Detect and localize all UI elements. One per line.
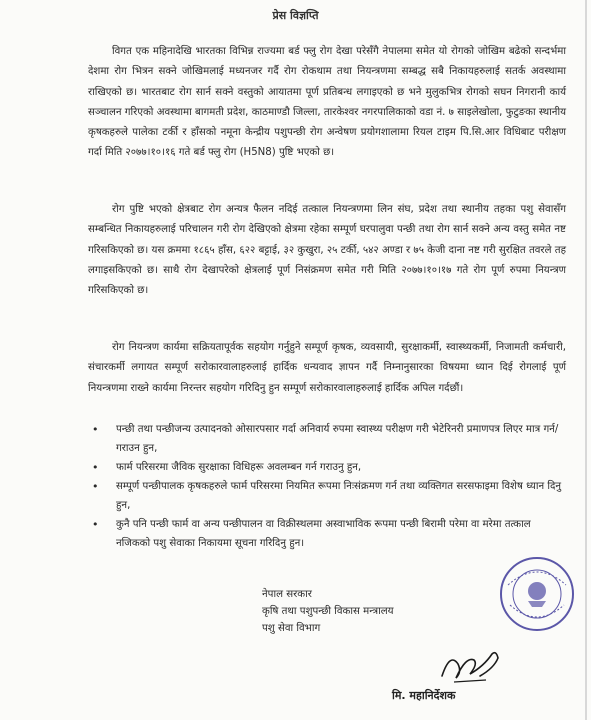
- bullet-icon: •: [92, 518, 99, 531]
- signature-government: नेपाल सरकार: [262, 589, 312, 600]
- list-item: [88, 420, 566, 458]
- bullet-icon: •: [92, 480, 99, 493]
- page-edge-divider: [585, 0, 587, 720]
- list-item: [88, 458, 566, 477]
- bullet-icon: •: [92, 423, 99, 436]
- paragraph-1: विगत एक महिनादेखि भारतका विभिन्न राज्यमा बर्ड फ्लु रोग देखा परेसँगै नेपालमा समेत यो रोगको जोखिम बढेको सन्दर्भमा देशमा रोग भित्रन सक्ने जोखिमलाई मध्यनजर गर्दै रोग रोकथाम तथा नियन्त्रणमा सम्बद्ध सबै निकायहरुलाई सतर्क अवस्थामा राखिएको छ। भारतबाट रोग सार्न सक्ने वस्तुको आयातमा पूर्ण प्रतिबन्ध लगाइएको छ भने मुलुकभित्र रोगको सघन निगरानी कार्य सञ्चालन गरिएको अवस्थामा बागमती प्रदेश, काठमाण्डौ जिल्ला, तारकेश्वर नगरपालिकाको वडा नं. ७ साइलेखोला, फुटुङका स्थानीय कृषकहरुले पालेका टर्की र हाँसको नमूना केन्द्रीय पशुपन्छी रोग अन्वेषण प्रयोगशालामा रियल टाइम पि.सि.आर विधिबाट परीक्षण गर्दा मिति २०७७।१०।१६ गते बर्ड फ्लु रोग (H5N8) पुष्टि भएको छ।: [88, 46, 566, 159]
- signature-department: पशु सेवा विभाग: [262, 623, 321, 634]
- handwritten-signature-icon: [436, 646, 506, 686]
- list-item-text: सम्पूर्ण पन्छीपालक कृषकहरुले फार्म परिसरमा नियमित रूपमा निःसंक्रमण गर्न तथा व्यक्तिगत सरसफाइमा विशेष ध्यान दिनु हुन,: [116, 481, 562, 511]
- list-item: [88, 515, 566, 553]
- official-stamp-icon: [498, 555, 576, 633]
- bullet-icon: •: [92, 461, 99, 474]
- list-item-text: कुनै पनि पन्छी फार्म वा अन्य पन्छीपालन वा विक्रीस्थलमा अस्वाभाविक रूपमा पन्छी बिरामी परेमा वा मरेमा तत्काल नजिकको पशु सेवाका निकायमा सूचना गरिदिनु हुन।: [116, 519, 531, 549]
- signature-ministry: कृषि तथा पशुपन्छी विकास मन्त्रालय: [262, 606, 394, 617]
- signature-block: [262, 586, 462, 637]
- signatory-designation: मि. महानिर्देशक: [392, 689, 456, 702]
- appeal-list: [88, 420, 566, 553]
- paragraph-2: रोग पुष्टि भएको क्षेत्रबाट रोग अन्यत्र फैलन नदिई तत्काल नियन्त्रणमा लिन संघ, प्रदेश तथा स्थानीय तहका पशु सेवासँग सम्बन्धित निकायहरुलाई परिचालन गरी रोग देखिएको क्षेत्रमा रहेका सम्पूर्ण घरपालुवा पन्छी तथा रोग सार्न सक्ने अन्य वस्तु समेत नष्ट गरिसकिएको छ। यस क्रममा १८६५ हाँस, ६२२ बट्टाई, ३२ कुखुरा, २५ टर्की, ५४२ अण्डा र ७५ केजी दाना नष्ट गरी सुरक्षित तवरले तह लगाइसकिएको छ। साथै रोग देखापरेको क्षेत्रलाई पूर्ण निसंक्रमण समेत गरी मिति २०७७।१०।१७ गते रोग पूर्ण रुपमा नियन्त्रण गरिसकिएको छ।: [88, 204, 566, 297]
- list-item: [88, 477, 566, 515]
- paragraph-3: रोग नियन्त्रण कार्यमा सक्रियतापूर्वक सहयोग गर्नुहुने सम्पूर्ण कृषक, व्यवसायी, सुरक्षाकर्मी, स्वास्थ्यकर्मी, निजामती कर्मचारी, संचारकर्मी लगायत सम्पूर्ण सरोकारवालाहरुलाई हार्दिक धन्यवाद ज्ञापन गर्दै निम्नानुसारका विषयमा ध्यान दिई रोगलाई पूर्ण नियन्त्रणमा राख्ने कार्यमा निरन्तर सहयोग गरिदिनु हुन सम्पूर्ण सरोकारवालाहरुलाई हार्दिक अपिल गर्दछौं।: [88, 342, 566, 394]
- list-item-text: पन्छी तथा पन्छीजन्य उत्पादनको ओसारपसार गर्दा अनिवार्य रुपमा स्वास्थ्य परीक्षण गरी भेटेरिनरी प्रमाणपत्र लिएर मात्र गर्न/गराउन हुन,: [116, 424, 559, 454]
- list-item-text: फार्म परिसरमा जैविक सुरक्षाका विधिहरू अवलम्बन गर्न गराउनु हुन,: [116, 462, 362, 473]
- page-title: प्रेस विज्ञप्ति: [272, 9, 319, 22]
